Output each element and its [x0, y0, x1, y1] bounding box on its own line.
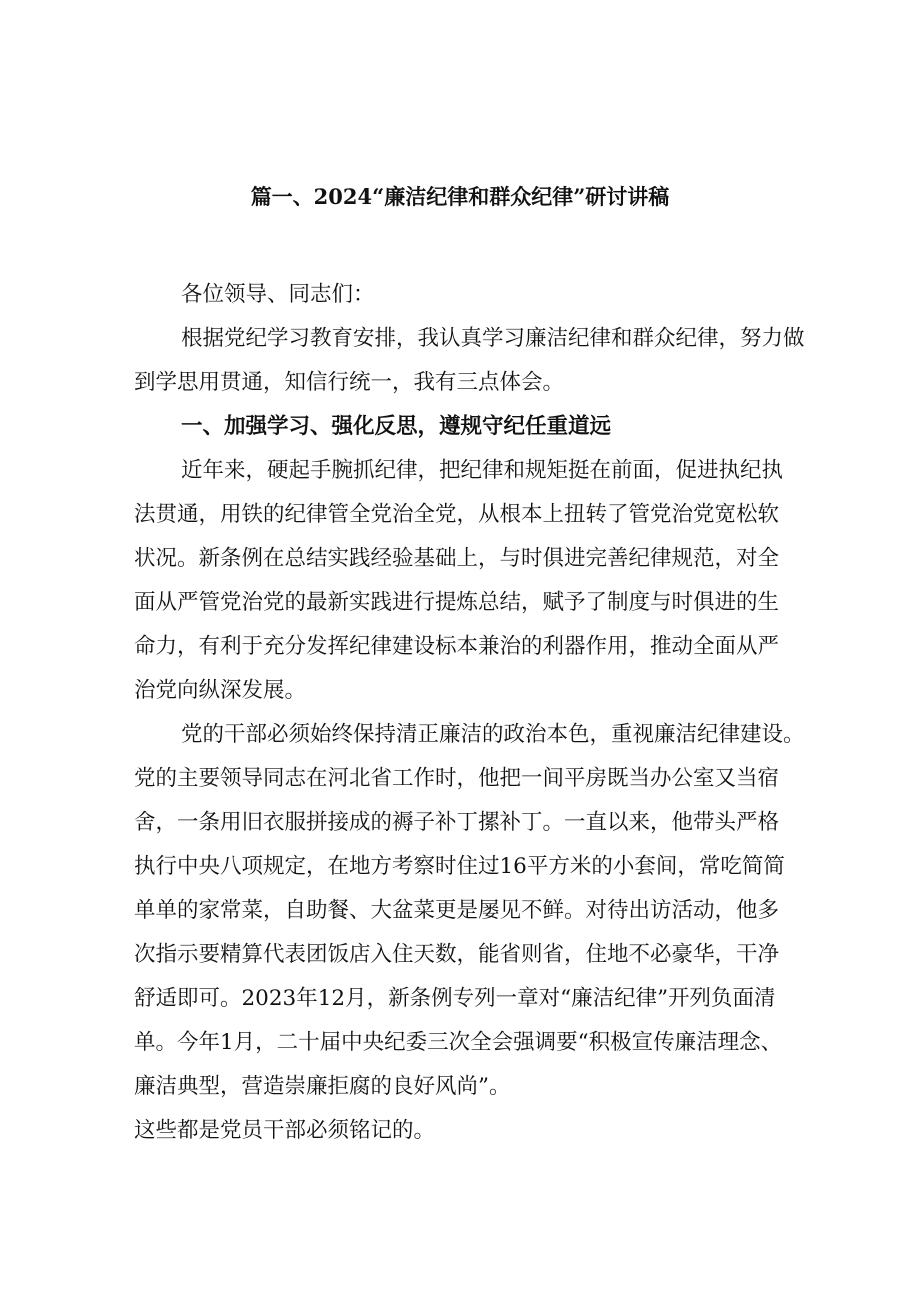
- body-line: 舒适即可。2023年12月，新条例专列一章对“廉洁纪律”开列负面清: [134, 986, 776, 1011]
- body-line: 命力，有利于充分发挥纪律建设标本兼治的利器作用，推动全面从严: [134, 634, 780, 659]
- body-line: 舍，一条用旧衣服拼接成的褥子补丁摞补丁。一直以来，他带头严格: [134, 810, 780, 835]
- body-line: 状况。新条例在总结实践经验基础上，与时俱进完善纪律规范，对全: [134, 546, 780, 571]
- body-line: 近年来，硬起手腕抓纪律，把纪律和规矩挺在前面，促进执纪执: [181, 458, 784, 483]
- body-line: 根据党纪学习教育安排，我认真学习廉洁纪律和群众纪律，努力做: [181, 326, 805, 351]
- section-heading: 一、加强学习、强化反思，遵规守纪任重道远: [181, 414, 612, 439]
- body-line: 廉洁典型，营造崇廉拒腐的良好风尚”。: [134, 1074, 511, 1099]
- body-line: 单单的家常菜，自助餐、大盆菜更是屡见不鲜。对待出访活动，他多: [134, 898, 780, 923]
- body-line: 到学思用贯通，知信行统一，我有三点体会。: [134, 370, 565, 395]
- document-title: 篇一、2024“廉洁纪律和群众纪律”研讨讲稿: [250, 184, 670, 209]
- body-line: 次指示要精算代表团饭店入住天数，能省则省，住地不必豪华，干净: [134, 942, 780, 967]
- body-line: 党的干部必须始终保持清正廉洁的政治本色，重视廉洁纪律建设。: [181, 722, 805, 747]
- body-line: 执行中央八项规定，在地方考察时住过16平方米的小套间，常吃简简: [134, 854, 785, 879]
- body-line: 各位领导、同志们：: [181, 282, 375, 307]
- body-line: 治党向纵深发展。: [134, 678, 307, 703]
- body-line: 法贯通，用铁的纪律管全党治全党，从根本上扭转了管党治党宽松软: [134, 502, 780, 527]
- body-line: 面从严管党治党的最新实践进行提炼总结，赋予了制度与时俱进的生: [134, 590, 780, 615]
- body-line: 单。今年1月，二十届中央纪委三次全会强调要“积极宣传廉洁理念、: [134, 1030, 783, 1055]
- body-line: 党的主要领导同志在河北省工作时，他把一间平房既当办公室又当宿: [134, 766, 780, 791]
- body-line: 这些都是党员干部必须铭记的。: [134, 1118, 436, 1143]
